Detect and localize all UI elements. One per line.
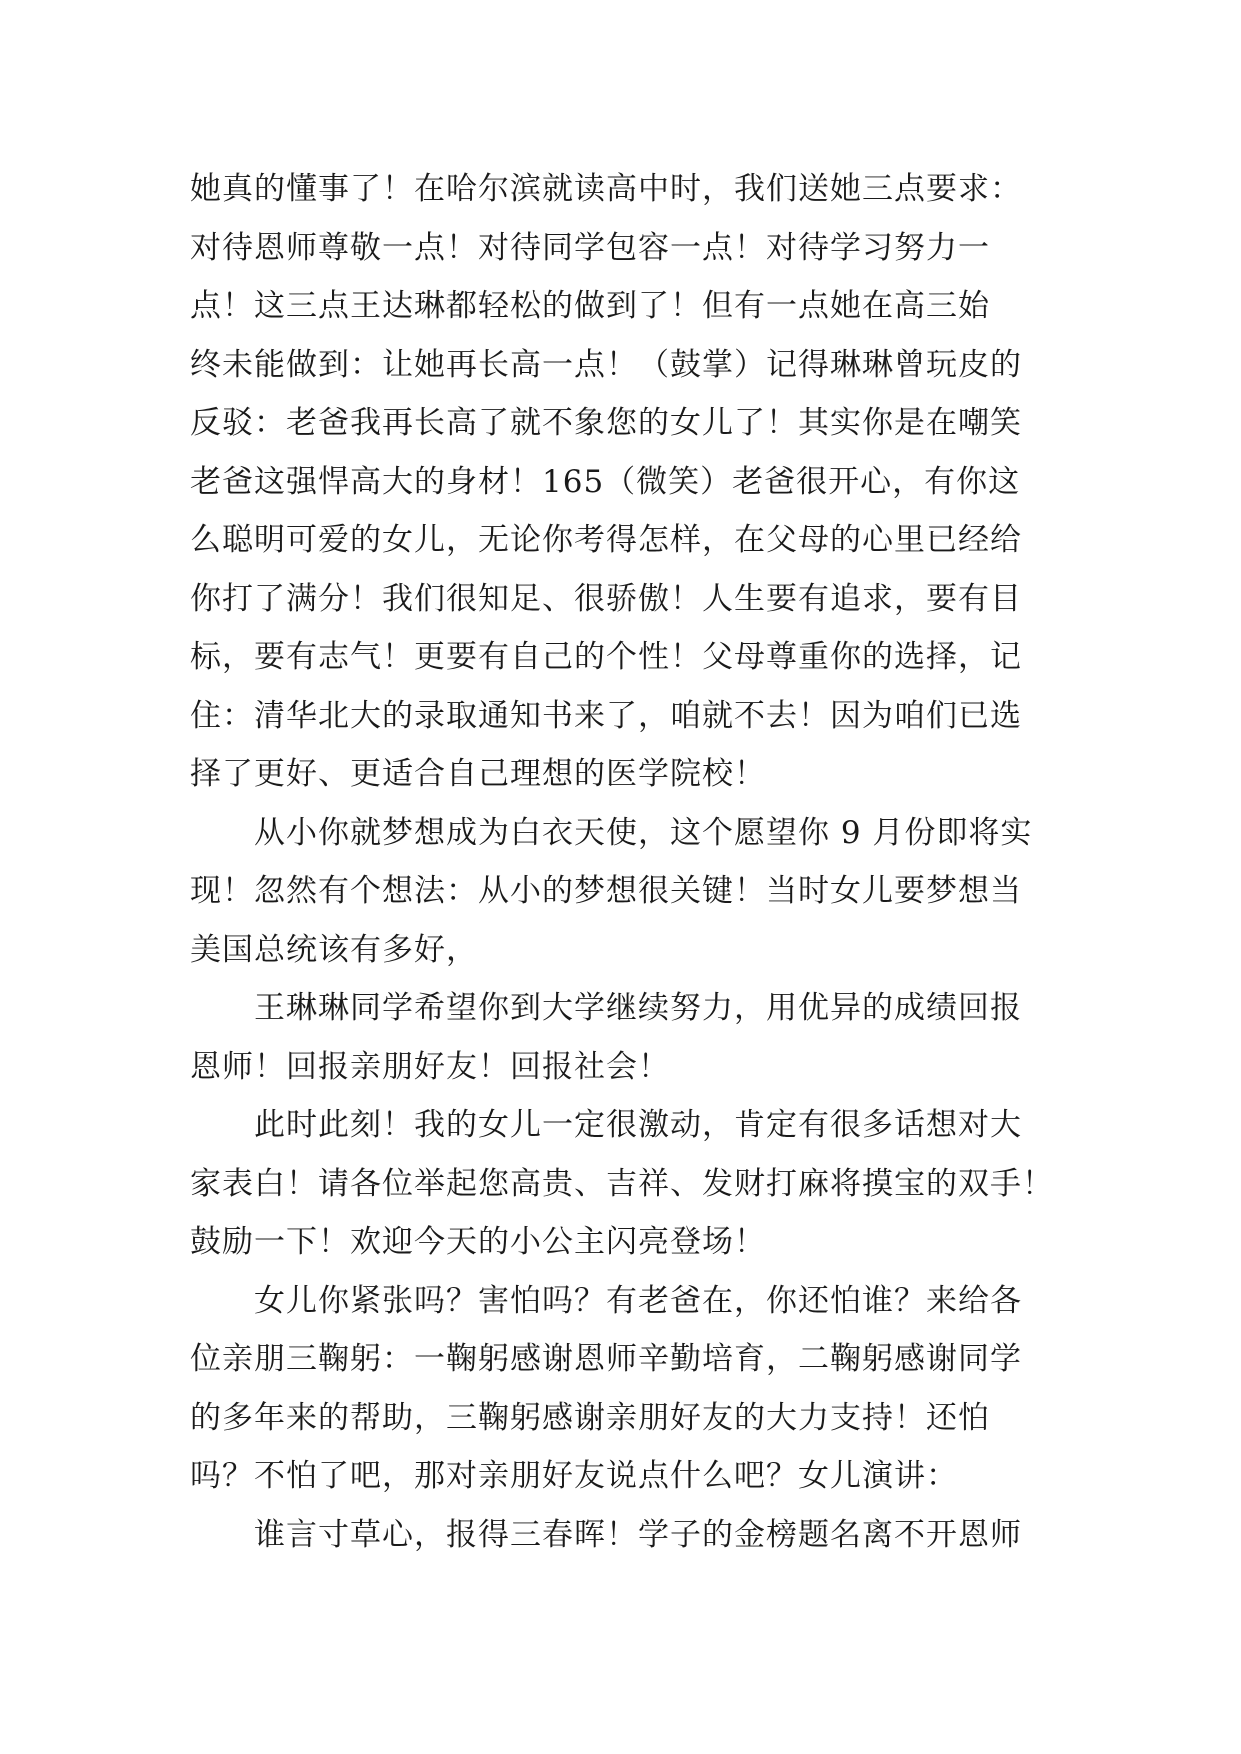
text-line: 对待恩师尊敬一点！对待同学包容一点！对待学习努力一 — [190, 229, 990, 266]
document-body-text — [190, 160, 1054, 1564]
text-line: 现！忽然有个想法：从小的梦想很关键！当时女儿要梦想当 — [190, 873, 1022, 909]
text-line: 择了更好、更适合自己理想的医学院校！ — [190, 756, 766, 792]
text-line: 她真的懂事了！在哈尔滨就读高中时，我们送她三点要求： — [190, 171, 1022, 207]
text-line: 鼓励一下！欢迎今天的小公主闪亮登场！ — [190, 1224, 766, 1260]
text-line: 标，要有志气！更要有自己的个性！父母尊重你的选择，记 — [190, 639, 1022, 675]
text-line: 点！这三点王达琳都轻松的做到了！但有一点她在高三始 — [190, 288, 990, 324]
text-line: 终未能做到：让她再长高一点！（鼓掌）记得琳琳曾玩皮的 — [190, 346, 1022, 383]
text-line: 此时此刻！我的女儿一定很激动，肯定有很多话想对大 — [254, 1107, 1022, 1143]
text-line: 的多年来的帮助，三鞠躬感谢亲朋好友的大力支持！还怕 — [190, 1399, 990, 1436]
text-line: 么聪明可爱的女儿，无论你考得怎样，在父母的心里已经给 — [190, 522, 1022, 558]
text-line: 老爸这强悍高大的身材！165（微笑）老爸很开心，有你这 — [190, 463, 1021, 500]
text-line: 家表白！请各位举起您高贵、吉祥、发财打麻将摸宝的双手！ — [190, 1165, 1054, 1202]
text-line: 位亲朋三鞠躬：一鞠躬感谢恩师辛勤培育，二鞠躬感谢同学 — [190, 1341, 1022, 1377]
text-line: 王琳琳同学希望你到大学继续努力，用优异的成绩回报 — [254, 990, 1022, 1026]
text-line: 谁言寸草心，报得三春晖！学子的金榜题名离不开恩师 — [254, 1516, 1022, 1553]
text-line: 从小你就梦想成为白衣天使，这个愿望你 9 月份即将实 — [254, 814, 1033, 851]
text-line: 住：清华北大的录取通知书来了，咱就不去！因为咱们已选 — [190, 697, 1022, 734]
text-line: 美国总统该有多好， — [190, 931, 478, 968]
text-line: 恩师！回报亲朋好友！回报社会！ — [190, 1048, 670, 1085]
text-line: 吗？不怕了吧，那对亲朋好友说点什么吧？女儿演讲： — [190, 1458, 958, 1494]
text-line: 反驳：老爸我再长高了就不象您的女儿了！其实你是在嘲笑 — [190, 405, 1022, 441]
text-line: 女儿你紧张吗？害怕吗？有老爸在，你还怕谁？来给各 — [254, 1282, 1022, 1319]
text-line: 你打了满分！我们很知足、很骄傲！人生要有追求，要有目 — [190, 580, 1022, 617]
